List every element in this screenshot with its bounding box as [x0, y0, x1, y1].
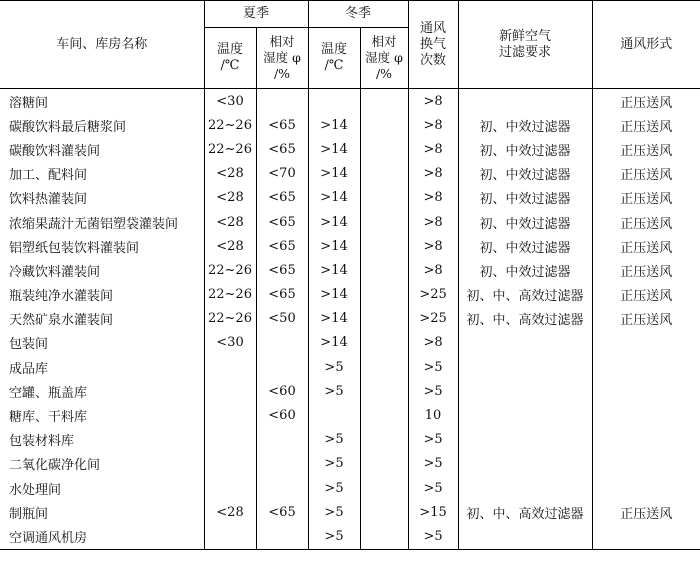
winter-humidity-cell — [360, 379, 408, 403]
table-header — [0, 1, 700, 89]
winter-temperature-cell: >14 — [308, 210, 360, 234]
fresh-air-filter-cell — [458, 403, 592, 427]
winter-humidity-cell — [360, 428, 408, 452]
summer-humidity-cell: <65 — [256, 258, 308, 282]
ventilation-rate-cell: >8 — [408, 210, 458, 234]
ventilation-rate-cell: >8 — [408, 234, 458, 258]
ventilation-type-cell — [592, 379, 700, 403]
ventilation-type-cell — [592, 476, 700, 500]
winter-humidity-cell — [360, 307, 408, 331]
fresh-air-filter-cell: 初、中、高效过滤器 — [458, 283, 592, 307]
summer-temperature-cell: 22~26 — [204, 137, 256, 161]
winter-temperature-cell: >14 — [308, 307, 360, 331]
table-body — [0, 89, 700, 550]
table-row — [0, 186, 700, 210]
table-row — [0, 162, 700, 186]
winter-temperature-cell: >5 — [308, 500, 360, 524]
winter-temperature-cell: >5 — [308, 452, 360, 476]
ventilation-rate-cell: >25 — [408, 283, 458, 307]
ventilation-rate-cell: >5 — [408, 355, 458, 379]
winter-temperature-cell: >14 — [308, 258, 360, 282]
winter-temperature-cell: >5 — [308, 524, 360, 549]
header-summer-humidity: 相对 湿度 φ /% — [256, 28, 308, 89]
fresh-air-filter-cell: 初、中、高效过滤器 — [458, 500, 592, 524]
summer-humidity-cell: <50 — [256, 307, 308, 331]
ventilation-rate-cell: >8 — [408, 89, 458, 114]
row-name: 包装间 — [9, 337, 49, 353]
table-row — [0, 379, 700, 403]
ventilation-type-cell — [592, 428, 700, 452]
row-name: 二氧化碳净化间 — [9, 458, 101, 474]
summer-temperature-cell: <28 — [204, 210, 256, 234]
table-row — [0, 283, 700, 307]
summer-humidity-cell: <65 — [256, 283, 308, 307]
summer-temperature-cell — [204, 355, 256, 379]
winter-temperature-cell: >14 — [308, 283, 360, 307]
winter-humidity-cell — [360, 524, 408, 549]
fresh-air-filter-cell — [458, 355, 592, 379]
table-row — [0, 452, 700, 476]
table-row — [0, 234, 700, 258]
winter-temperature-cell — [308, 89, 360, 114]
table-row — [0, 210, 700, 234]
table-row — [0, 113, 700, 137]
winter-temperature-cell: >5 — [308, 428, 360, 452]
summer-humidity-cell: <65 — [256, 234, 308, 258]
fresh-air-filter-cell: 初、中效过滤器 — [458, 258, 592, 282]
ventilation-type-cell: 正压送风 — [592, 234, 700, 258]
row-name: 浓缩果蔬汁无菌铝塑袋灌装间 — [9, 216, 179, 232]
fresh-air-filter-cell — [458, 331, 592, 355]
row-name: 天然矿泉水灌装间 — [9, 313, 114, 329]
fresh-air-filter-cell — [458, 428, 592, 452]
row-name: 冷藏饮料灌装间 — [9, 264, 101, 280]
winter-humidity-cell — [360, 283, 408, 307]
summer-humidity-cell — [256, 355, 308, 379]
header-winter-temperature: 温度 /℃ — [308, 28, 360, 89]
summer-temperature-cell — [204, 476, 256, 500]
winter-humidity-cell — [360, 452, 408, 476]
summer-temperature-cell: <30 — [204, 89, 256, 114]
winter-temperature-cell — [308, 403, 360, 427]
winter-humidity-cell — [360, 355, 408, 379]
winter-temperature-cell: >14 — [308, 331, 360, 355]
winter-humidity-cell — [360, 476, 408, 500]
header-fresh-air-filter: 新鲜空气 过滤要求 — [458, 1, 592, 89]
winter-humidity-cell — [360, 258, 408, 282]
summer-temperature-cell: 22~26 — [204, 113, 256, 137]
row-name: 制瓶间 — [9, 506, 49, 522]
summer-humidity-cell: <65 — [256, 113, 308, 137]
summer-temperature-cell — [204, 379, 256, 403]
summer-temperature-cell — [204, 428, 256, 452]
fresh-air-filter-cell: 初、中效过滤器 — [458, 210, 592, 234]
winter-humidity-cell — [360, 500, 408, 524]
summer-temperature-cell — [204, 403, 256, 427]
ventilation-type-cell — [592, 452, 700, 476]
row-name: 碳酸饮料灌装间 — [9, 143, 101, 159]
table-row — [0, 403, 700, 427]
summer-humidity-cell — [256, 428, 308, 452]
ventilation-type-cell: 正压送风 — [592, 162, 700, 186]
winter-humidity-cell — [360, 403, 408, 427]
ventilation-rate-cell: >15 — [408, 500, 458, 524]
winter-humidity-cell — [360, 162, 408, 186]
fresh-air-filter-cell: 初、中效过滤器 — [458, 186, 592, 210]
summer-temperature-cell: <28 — [204, 234, 256, 258]
table-row — [0, 428, 700, 452]
header-ventilation-type: 通风形式 — [592, 1, 700, 89]
table-row — [0, 524, 700, 549]
summer-humidity-cell — [256, 476, 308, 500]
winter-temperature-cell: >5 — [308, 355, 360, 379]
ventilation-type-cell — [592, 331, 700, 355]
summer-humidity-cell — [256, 89, 308, 114]
ventilation-type-cell: 正压送风 — [592, 210, 700, 234]
summer-temperature-cell: <30 — [204, 331, 256, 355]
ventilation-rate-cell: >5 — [408, 428, 458, 452]
winter-temperature-cell: >14 — [308, 137, 360, 161]
row-name: 溶糖间 — [9, 95, 49, 111]
winter-temperature-cell: >5 — [308, 379, 360, 403]
summer-temperature-cell: 22~26 — [204, 307, 256, 331]
ventilation-type-cell: 正压送风 — [592, 283, 700, 307]
row-name: 碳酸饮料最后糖浆间 — [9, 119, 127, 135]
winter-temperature-cell: >14 — [308, 234, 360, 258]
summer-temperature-cell — [204, 524, 256, 549]
ventilation-type-cell — [592, 403, 700, 427]
row-name: 水处理间 — [9, 482, 62, 498]
summer-humidity-cell: <70 — [256, 162, 308, 186]
winter-temperature-cell: >14 — [308, 186, 360, 210]
summer-temperature-cell: 22~26 — [204, 283, 256, 307]
table-row — [0, 500, 700, 524]
header-summer-temperature: 温度 /℃ — [204, 28, 256, 89]
winter-humidity-cell — [360, 89, 408, 114]
ventilation-rate-cell: >5 — [408, 476, 458, 500]
ventilation-rate-cell: >5 — [408, 452, 458, 476]
row-name: 加工、配料间 — [9, 168, 88, 184]
row-name: 瓶装纯净水灌装间 — [9, 289, 114, 305]
ventilation-rate-cell: >8 — [408, 113, 458, 137]
fresh-air-filter-cell: 初、中效过滤器 — [458, 137, 592, 161]
ventilation-type-cell — [592, 524, 700, 549]
ventilation-rate-cell: >8 — [408, 186, 458, 210]
ventilation-rate-cell: >25 — [408, 307, 458, 331]
header-winter-humidity: 相对 湿度 φ /% — [360, 28, 408, 89]
row-name: 成品库 — [9, 361, 49, 377]
summer-temperature-cell: 22~26 — [204, 258, 256, 282]
summer-humidity-cell: <65 — [256, 137, 308, 161]
summer-humidity-cell: <65 — [256, 210, 308, 234]
winter-humidity-cell — [360, 210, 408, 234]
summer-humidity-cell: <65 — [256, 186, 308, 210]
summer-temperature-cell: <28 — [204, 500, 256, 524]
winter-temperature-cell: >14 — [308, 162, 360, 186]
fresh-air-filter-cell — [458, 89, 592, 114]
ventilation-rate-cell: >8 — [408, 331, 458, 355]
fresh-air-filter-cell: 初、中效过滤器 — [458, 234, 592, 258]
ventilation-type-cell: 正压送风 — [592, 307, 700, 331]
summer-humidity-cell — [256, 452, 308, 476]
ventilation-rate-cell: >5 — [408, 524, 458, 549]
table-row — [0, 307, 700, 331]
fresh-air-filter-cell: 初、中、高效过滤器 — [458, 307, 592, 331]
ventilation-type-cell: 正压送风 — [592, 137, 700, 161]
summer-humidity-cell: <65 — [256, 500, 308, 524]
table-row — [0, 258, 700, 282]
header-ventilation-rate: 通风 换气 次数 — [408, 1, 458, 89]
winter-humidity-cell — [360, 113, 408, 137]
ventilation-type-cell — [592, 355, 700, 379]
ventilation-type-cell: 正压送风 — [592, 89, 700, 114]
table-row — [0, 89, 700, 114]
summer-humidity-cell — [256, 331, 308, 355]
header-name: 车间、库房名称 — [0, 1, 204, 89]
winter-humidity-cell — [360, 234, 408, 258]
fresh-air-filter-cell — [458, 452, 592, 476]
row-name: 饮料热灌装间 — [9, 192, 88, 208]
summer-temperature-cell: <28 — [204, 162, 256, 186]
ventilation-rate-cell: >8 — [408, 162, 458, 186]
row-name: 铝塑纸包装饮料灌装间 — [9, 240, 140, 256]
ventilation-rate-cell: >5 — [408, 379, 458, 403]
ventilation-type-cell: 正压送风 — [592, 186, 700, 210]
ventilation-rate-cell: >8 — [408, 258, 458, 282]
ventilation-rate-cell: 10 — [408, 403, 458, 427]
table-row — [0, 331, 700, 355]
header-winter: 冬季 — [308, 1, 408, 28]
ventilation-type-cell: 正压送风 — [592, 258, 700, 282]
table-row — [0, 137, 700, 161]
fresh-air-filter-cell — [458, 379, 592, 403]
table-row — [0, 355, 700, 379]
summer-humidity-cell: <60 — [256, 403, 308, 427]
summer-temperature-cell — [204, 452, 256, 476]
fresh-air-filter-cell — [458, 524, 592, 549]
winter-temperature-cell: >5 — [308, 476, 360, 500]
winter-temperature-cell: >14 — [308, 113, 360, 137]
ventilation-rate-cell: >8 — [408, 137, 458, 161]
fresh-air-filter-cell: 初、中效过滤器 — [458, 162, 592, 186]
ventilation-type-cell: 正压送风 — [592, 113, 700, 137]
winter-humidity-cell — [360, 331, 408, 355]
summer-humidity-cell — [256, 524, 308, 549]
summer-temperature-cell: <28 — [204, 186, 256, 210]
summer-humidity-cell: <60 — [256, 379, 308, 403]
row-name: 糖库、干料库 — [9, 410, 88, 426]
winter-humidity-cell — [360, 186, 408, 210]
ventilation-type-cell: 正压送风 — [592, 500, 700, 524]
table-row — [0, 476, 700, 500]
row-name: 空罐、瓶盖库 — [9, 385, 88, 401]
row-name: 包装材料库 — [9, 434, 75, 450]
header-summer: 夏季 — [204, 1, 308, 28]
fresh-air-filter-cell — [458, 476, 592, 500]
row-name: 空调通风机房 — [0, 524, 204, 549]
fresh-air-filter-cell: 初、中效过滤器 — [458, 113, 592, 137]
winter-humidity-cell — [360, 137, 408, 161]
